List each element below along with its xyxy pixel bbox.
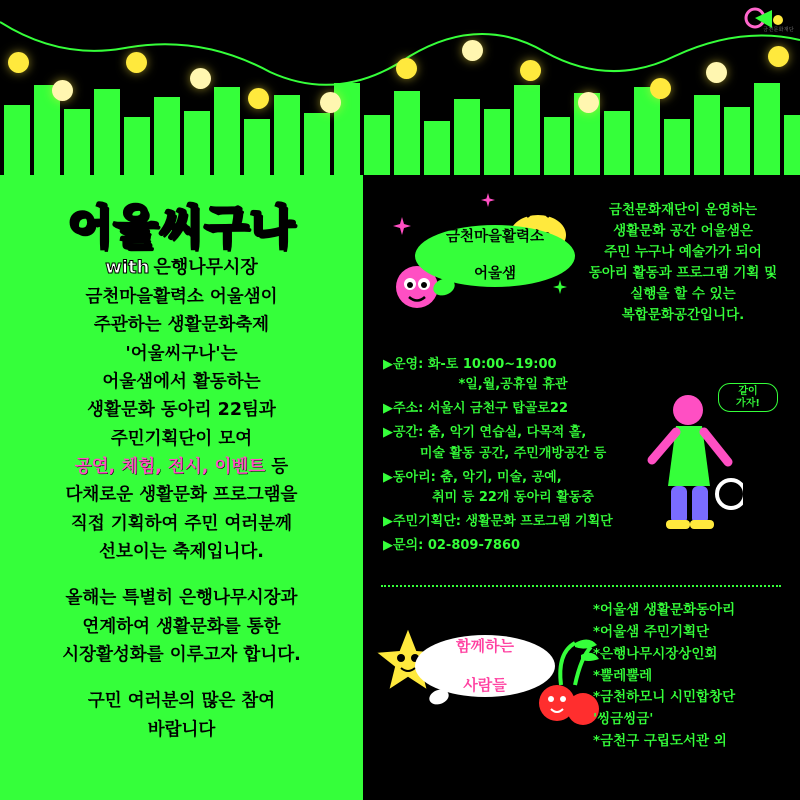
intro-line: '어울씨구나'는 bbox=[125, 343, 238, 364]
program-highlight-line bbox=[0, 453, 363, 481]
sparkle-icon bbox=[553, 280, 567, 294]
intro-line: 선보이는 축제입니다. bbox=[99, 542, 264, 563]
festival-title: 어울씨구나 bbox=[67, 200, 296, 254]
venue-name-line1: 금천마을활력소 bbox=[445, 228, 545, 245]
venue-description-line: 실행을 할 수 있는 bbox=[630, 285, 736, 302]
paragraph-spacer bbox=[0, 566, 363, 584]
intro-paragraph bbox=[0, 283, 363, 744]
string-lights-graphic bbox=[0, 0, 800, 110]
participant-item: *어울샘 주민기획단 bbox=[593, 623, 710, 640]
venue-description-line: 복합문화공간입니다. bbox=[621, 306, 745, 323]
info-value: 02-809-7860 bbox=[427, 538, 521, 554]
light-bulb-icon bbox=[396, 58, 417, 79]
logo-caption: 금천문화재단 bbox=[763, 27, 794, 33]
info-value: 화-토 10:00~19:00 bbox=[427, 357, 557, 372]
with-prefix: with bbox=[105, 257, 150, 278]
participants-list bbox=[593, 600, 793, 753]
character-speech-line1: 같이 bbox=[738, 386, 758, 397]
info-row bbox=[383, 468, 643, 508]
info-value: 생활문화 프로그램 기획단 bbox=[465, 513, 613, 529]
program-types: 공연, 체험, 전시, 이벤트 bbox=[74, 457, 266, 478]
info-value: 춤, 악기 연습실, 다목적 홀, bbox=[427, 425, 587, 441]
light-bulb-icon bbox=[248, 88, 269, 109]
left-green-panel bbox=[0, 175, 363, 800]
participant-item: '씽금씽금' bbox=[593, 711, 654, 728]
info-value: 서울시 금천구 탑골로22 bbox=[427, 401, 569, 417]
intro-line: 바랍니다 bbox=[147, 719, 216, 740]
participant-item: *어울샘 생활문화동아리 bbox=[593, 602, 736, 618]
section-divider bbox=[381, 585, 781, 587]
light-bulb-icon bbox=[190, 68, 211, 89]
venue-description-line: 주민 누구나 예술가가 되어 bbox=[604, 243, 762, 260]
info-sub: 미술 활동 공간, 주민개방공간 등 bbox=[419, 445, 607, 461]
intro-line: 구민 여러분의 많은 참여 bbox=[87, 691, 276, 712]
light-bulb-icon bbox=[8, 52, 29, 73]
with-partner: 은행나무시장 bbox=[153, 257, 258, 278]
character-speech-line2: 가자! bbox=[736, 397, 760, 409]
light-bulb-icon bbox=[706, 62, 727, 83]
right-info-panel bbox=[363, 175, 800, 800]
venue-name-bubble bbox=[415, 225, 575, 287]
sparkle-icon bbox=[481, 193, 495, 207]
intro-line: 주관하는 생활문화축제 bbox=[93, 315, 270, 336]
light-bulb-icon bbox=[650, 78, 671, 99]
info-sub: 취미 등 22개 동아리 활동중 bbox=[432, 489, 594, 505]
character-speech-tag bbox=[718, 383, 778, 412]
participant-item: *은행나무시장상인회 bbox=[593, 645, 718, 662]
participant-item: *금천하모니 시민합창단 bbox=[593, 689, 736, 706]
intro-line: 직접 기획하여 주민 여러분께 bbox=[70, 513, 293, 534]
info-row bbox=[383, 355, 643, 395]
info-label: ▶문의: bbox=[383, 538, 424, 554]
light-bulb-icon bbox=[52, 80, 73, 101]
intro-line: 연계하여 생활문화를 통한 bbox=[82, 616, 281, 637]
venue-description-line: 동아리 활동과 프로그램 기획 및 bbox=[588, 264, 778, 281]
geumcheon-foundation-logo-icon bbox=[742, 6, 790, 40]
light-bulb-icon bbox=[320, 92, 341, 113]
venue-description-line: 금천문화재단이 운영하는 bbox=[608, 202, 758, 218]
info-sub: *일,월,공휴일 휴관 bbox=[458, 377, 568, 393]
light-bulb-icon bbox=[520, 60, 541, 81]
intro-line: 다채로운 생활문화 프로그램을 bbox=[65, 485, 298, 506]
light-bulb-icon bbox=[126, 52, 147, 73]
top-decorative-band bbox=[0, 0, 800, 175]
intro-line: 시장활성화를 이루고자 합니다. bbox=[62, 645, 301, 666]
intro-line: 올해는 특별히 은행나무시장과 bbox=[65, 588, 298, 609]
info-label: ▶주민기획단: bbox=[383, 513, 461, 529]
info-label: ▶주소: bbox=[383, 401, 424, 417]
participant-item: *금천구 구립도서관 외 bbox=[593, 733, 727, 750]
venue-name-line2: 어울샘 bbox=[473, 266, 517, 283]
info-label: ▶운영: bbox=[383, 357, 424, 372]
info-row bbox=[383, 399, 643, 419]
info-label: ▶공간: bbox=[383, 425, 424, 441]
info-row bbox=[383, 536, 643, 556]
with-partner-line bbox=[0, 253, 363, 279]
program-highlight-tail: 등 bbox=[265, 457, 289, 478]
info-row bbox=[383, 423, 643, 463]
venue-description-line: 생활문화 공간 어울샘은 bbox=[613, 222, 753, 239]
light-bulb-icon bbox=[462, 40, 483, 61]
intro-line: 금천마을활력소 어울샘이 bbox=[85, 287, 278, 307]
intro-line: 생활문화 동아리 22팀과 bbox=[87, 400, 276, 421]
participants-bubble-line2: 사람들 bbox=[463, 675, 507, 694]
info-value: 춤, 악기, 미술, 공예, bbox=[440, 469, 562, 485]
paragraph-spacer bbox=[0, 669, 363, 687]
participant-item: *뿔레뿔레 bbox=[593, 667, 653, 684]
info-label: ▶동아리: bbox=[383, 469, 436, 485]
intro-line: 어울샘에서 활동하는 bbox=[102, 372, 261, 393]
venue-description bbox=[573, 200, 793, 326]
sparkle-icon bbox=[393, 217, 411, 235]
intro-line: 주민기획단이 모여 bbox=[110, 428, 253, 449]
venue-info-list bbox=[383, 355, 643, 560]
info-row bbox=[383, 512, 643, 532]
participants-bubble-line1: 함께하는 bbox=[456, 636, 514, 655]
light-bulb-icon bbox=[768, 46, 789, 67]
light-bulb-icon bbox=[578, 92, 599, 113]
